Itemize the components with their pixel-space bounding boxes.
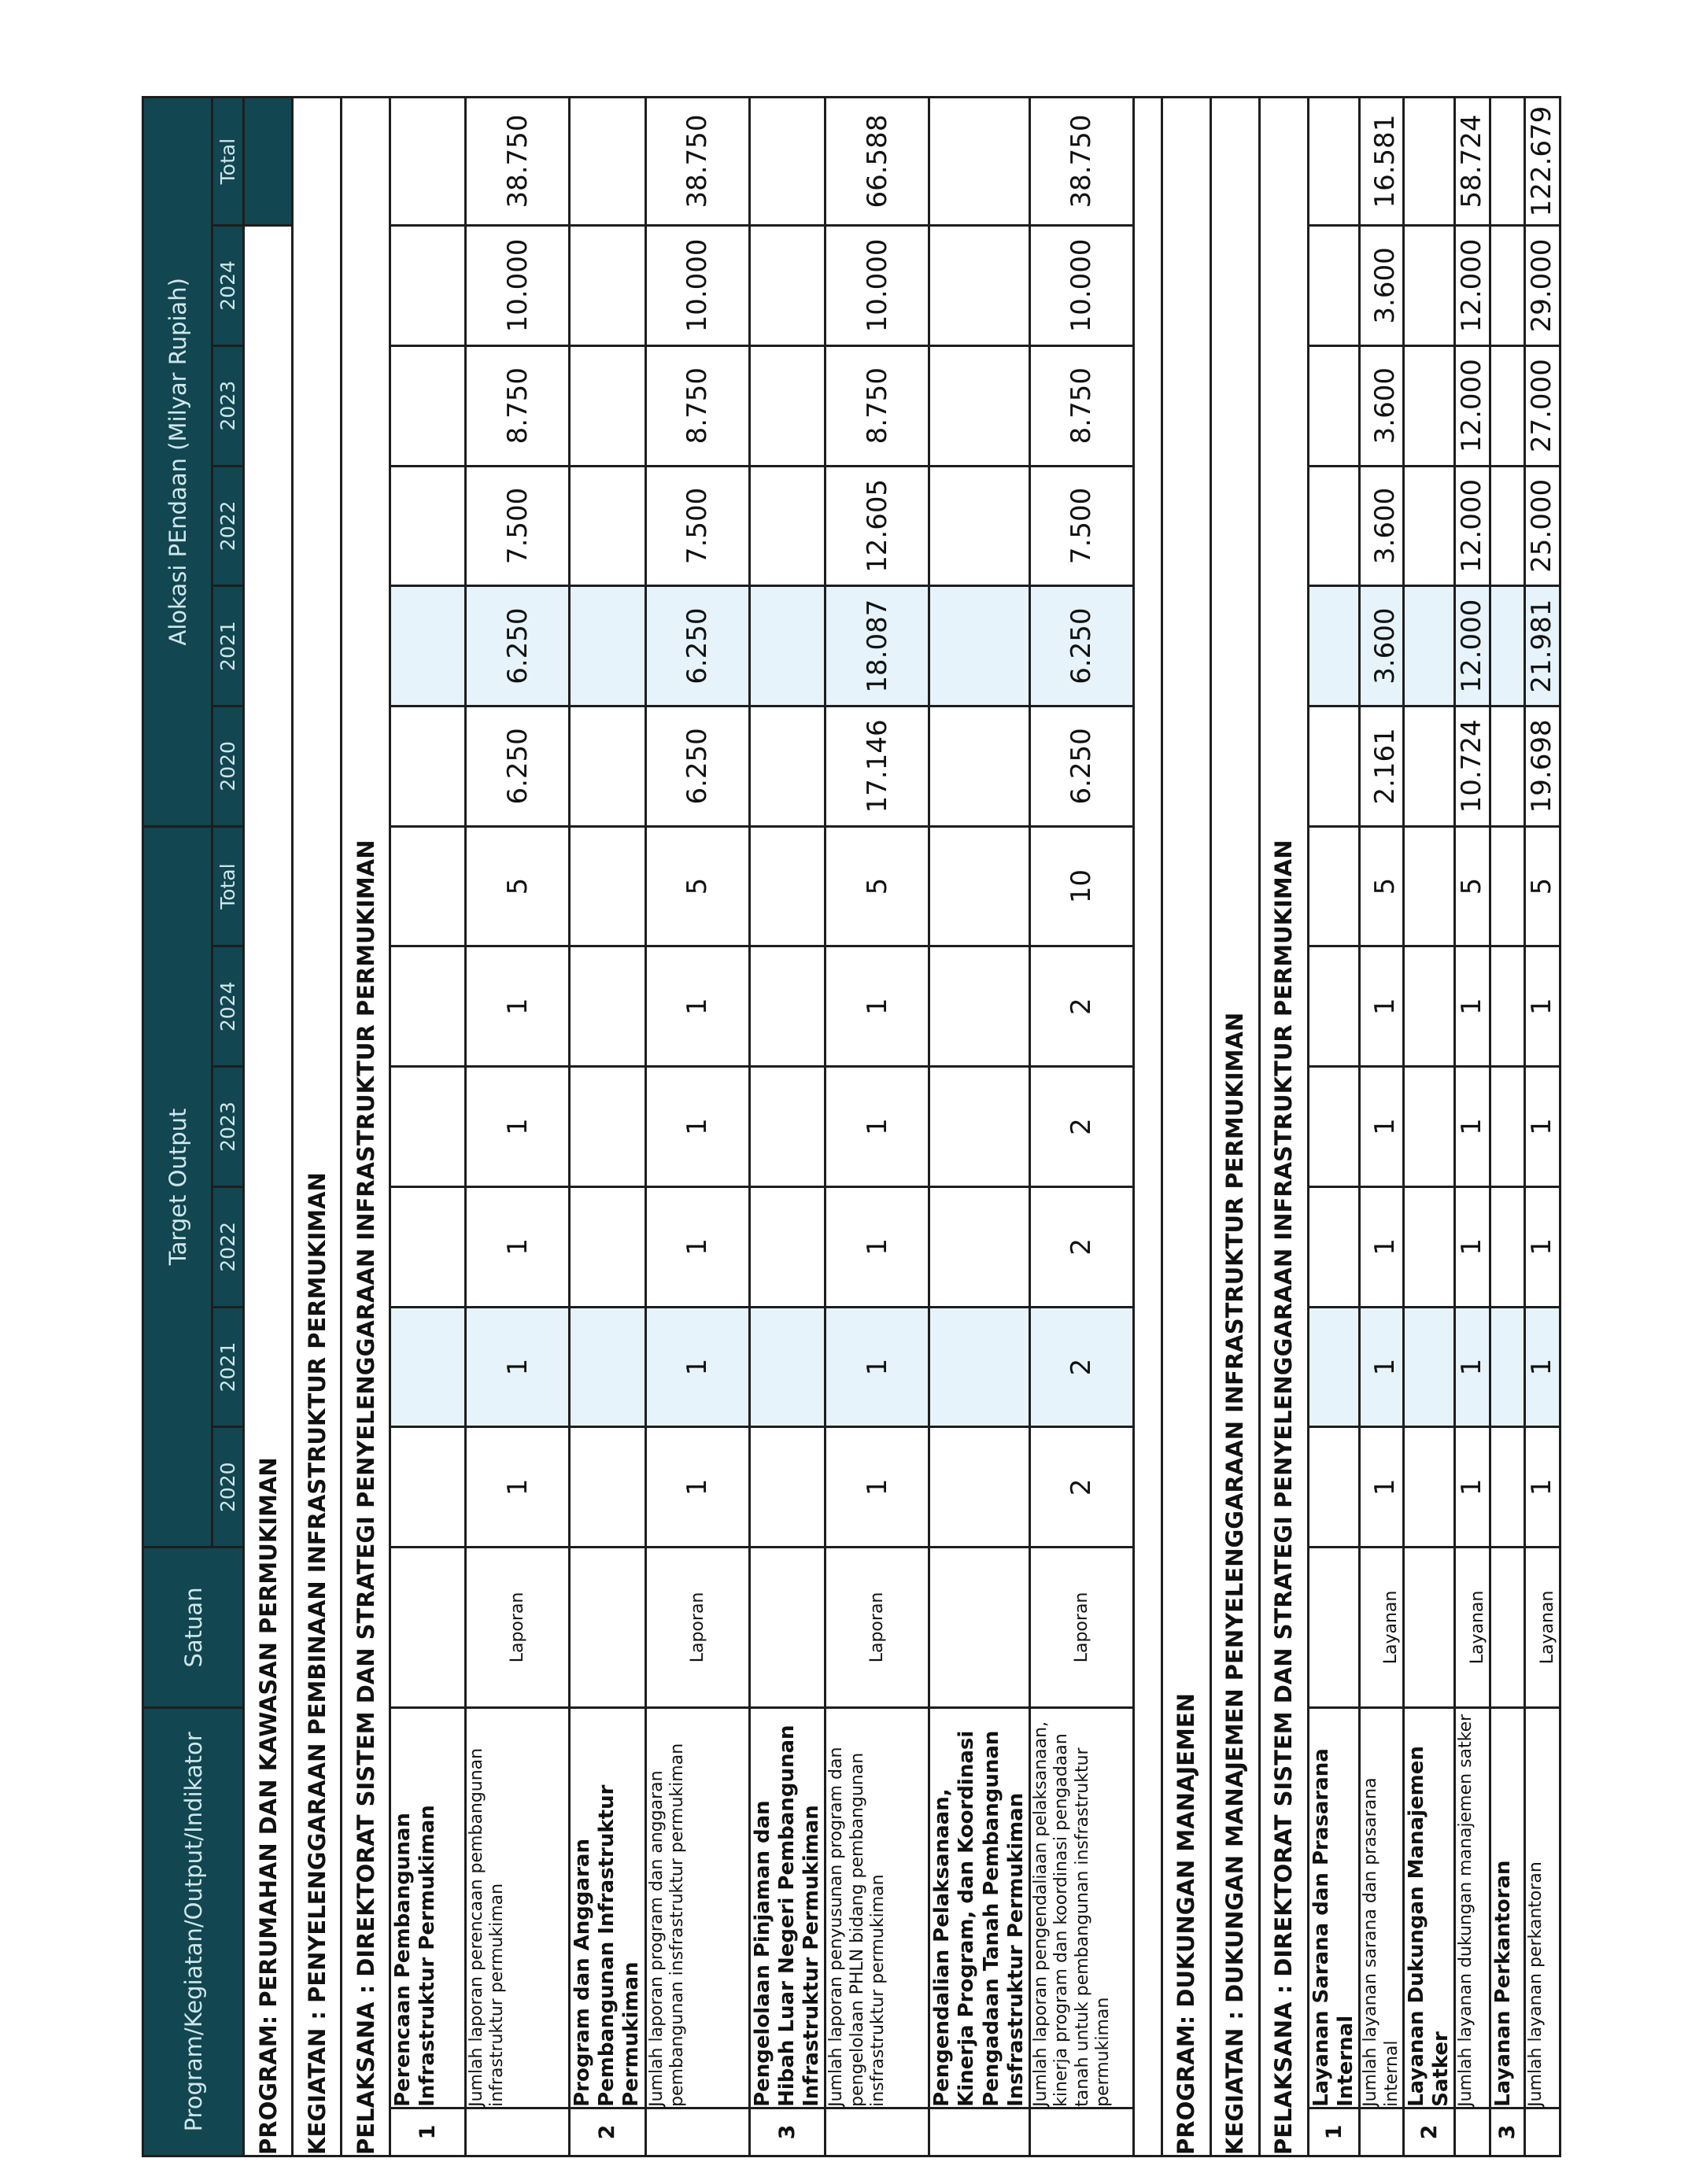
alokasi-cell: 3.600 xyxy=(1360,345,1404,466)
empty-cell xyxy=(1490,1427,1525,1548)
alokasi-cell: 6.250 xyxy=(645,586,749,706)
alokasi-cell: 25.000 xyxy=(1525,466,1560,586)
empty-cell xyxy=(1404,586,1455,706)
target-cell: 1 xyxy=(825,1067,929,1187)
empty-cell xyxy=(1029,2108,1133,2156)
indicator-line: Jumlah laporan program dan anggaran xyxy=(646,1770,667,2107)
header-year: 2021 xyxy=(212,1307,244,1427)
output-name-line: Infrastruktur Permukiman xyxy=(799,1805,823,2107)
empty-cell xyxy=(1490,98,1525,226)
empty-cell xyxy=(1404,226,1455,346)
output-name-line: Pembangunan Infrastruktur xyxy=(595,1784,619,2107)
empty-cell xyxy=(390,1067,466,1187)
indicator-line: pembangunan insfrastruktur permukiman xyxy=(667,1743,687,2107)
alokasi-cell: 38.750 xyxy=(1029,98,1133,226)
satuan-cell: Laporan xyxy=(1029,1548,1133,1708)
alokasi-cell: 8.750 xyxy=(466,345,570,466)
empty-cell xyxy=(1308,226,1359,346)
empty-cell xyxy=(1490,1067,1525,1187)
empty-cell xyxy=(1490,1307,1525,1427)
alokasi-cell: 12.605 xyxy=(825,466,929,586)
indicator-row xyxy=(1360,98,1404,2156)
empty-cell xyxy=(1308,1186,1359,1307)
empty-cell xyxy=(929,1548,1030,1708)
empty-cell xyxy=(1308,946,1359,1067)
target-cell: 1 xyxy=(1360,1427,1404,1548)
header-year: 2020 xyxy=(212,1427,244,1548)
indicator-text xyxy=(645,1707,749,2108)
alokasi-cell: 7.500 xyxy=(1029,466,1133,586)
empty-cell xyxy=(749,1186,825,1307)
indicator-line: Jumlah laporan penyusunan program dan xyxy=(826,1747,847,2107)
alokasi-cell: 7.500 xyxy=(645,466,749,586)
indicator-line: Jumlah laporan pengendaliaan pelaksanaan, xyxy=(1030,1721,1051,2107)
alokasi-cell: 8.750 xyxy=(645,345,749,466)
header-year: 2023 xyxy=(212,345,244,466)
target-cell: 1 xyxy=(1360,1067,1404,1187)
empty-cell xyxy=(1404,1067,1455,1187)
header-target-output: Target Output xyxy=(143,826,212,1547)
empty-cell xyxy=(1490,1186,1525,1307)
target-cell: 2 xyxy=(1029,1186,1133,1307)
header-total: Total xyxy=(212,98,244,226)
empty-cell xyxy=(1404,98,1455,226)
alokasi-cell: 8.750 xyxy=(1029,345,1133,466)
kegiatan-title: KEGIATAN : DUKUNGAN MANAJEMEN PENYELENGGARAAN INFRASTRUKTUR PERMUKIMAN xyxy=(1210,98,1259,2156)
empty-cell xyxy=(749,706,825,826)
output-row xyxy=(1308,98,1359,2156)
indicator-row xyxy=(645,98,749,2156)
output-name-line: Permukiman xyxy=(619,1961,644,2107)
satuan-cell: Layanan xyxy=(1360,1548,1404,1708)
output-name-line: Insfrastruktur Permukiman xyxy=(1003,1792,1028,2107)
header-alokasi: Alokasi PEndaan (Milyar Rupiah) xyxy=(143,98,212,827)
empty-cell xyxy=(1133,98,1162,2156)
header-edge xyxy=(244,98,293,226)
output-name: Layanan Perkantoran xyxy=(1490,1707,1525,2108)
alokasi-cell: 16.581 xyxy=(1360,98,1404,226)
indicator-text xyxy=(466,1707,570,2108)
output-name xyxy=(929,1707,1030,2108)
indicator-row xyxy=(1525,98,1560,2156)
empty-cell xyxy=(570,706,646,826)
indicator-line: insfrastruktur permukiman xyxy=(867,1874,888,2107)
indicator-text xyxy=(1029,1707,1133,2108)
empty-cell xyxy=(749,466,825,586)
empty-cell xyxy=(749,226,825,346)
output-name xyxy=(570,1707,646,2108)
target-cell: 5 xyxy=(1455,826,1490,946)
empty-cell xyxy=(390,586,466,706)
header-year: 2022 xyxy=(212,466,244,586)
empty-cell xyxy=(390,826,466,946)
row-number: 2 xyxy=(1404,2108,1455,2156)
empty-cell xyxy=(1404,1307,1455,1427)
empty-cell xyxy=(929,586,1030,706)
header-year: 2024 xyxy=(212,946,244,1067)
alokasi-cell: 17.146 xyxy=(825,706,929,826)
empty-cell xyxy=(570,946,646,1067)
alokasi-cell: 8.750 xyxy=(825,345,929,466)
empty-cell xyxy=(749,1307,825,1427)
empty-cell xyxy=(390,466,466,586)
empty-cell xyxy=(1308,1067,1359,1187)
empty-cell xyxy=(1308,1548,1359,1708)
empty-cell xyxy=(570,98,646,226)
alokasi-cell: 12.000 xyxy=(1455,466,1490,586)
target-cell: 1 xyxy=(1525,1186,1560,1307)
empty-cell xyxy=(1404,826,1455,946)
empty-cell xyxy=(1490,826,1525,946)
target-cell: 1 xyxy=(1455,946,1490,1067)
alokasi-cell: 18.087 xyxy=(825,586,929,706)
indicator-row xyxy=(466,98,570,2156)
empty-cell xyxy=(825,2108,929,2156)
alokasi-cell: 6.250 xyxy=(466,706,570,826)
empty-cell xyxy=(1308,466,1359,586)
alokasi-cell: 12.000 xyxy=(1455,345,1490,466)
target-cell: 1 xyxy=(466,1307,570,1427)
empty-cell xyxy=(570,826,646,946)
alokasi-cell: 21.981 xyxy=(1525,586,1560,706)
empty-cell xyxy=(570,466,646,586)
satuan-cell: Layanan xyxy=(1525,1548,1560,1708)
empty-cell xyxy=(1404,466,1455,586)
row-number: 3 xyxy=(1490,2108,1525,2156)
empty-cell xyxy=(1308,1307,1359,1427)
target-cell: 5 xyxy=(1525,826,1560,946)
program-title: PROGRAM: PERUMAHAN DAN KAWASAN PERMUKIMAN xyxy=(244,226,293,2156)
row-number: 1 xyxy=(390,2108,466,2156)
empty-cell xyxy=(1404,345,1455,466)
row-number xyxy=(929,2108,1030,2156)
indicator-row xyxy=(1029,98,1133,2156)
output-row xyxy=(390,98,466,2156)
target-cell: 1 xyxy=(1455,1067,1490,1187)
empty-cell xyxy=(1308,1427,1359,1548)
indicator-text: Jumlah layanan perkantoran xyxy=(1525,1707,1560,2108)
target-cell: 5 xyxy=(645,826,749,946)
empty-cell xyxy=(749,98,825,226)
satuan-cell: Laporan xyxy=(645,1548,749,1708)
empty-cell xyxy=(1525,2108,1560,2156)
header-year: 2022 xyxy=(212,1186,244,1307)
target-cell: 1 xyxy=(466,1186,570,1307)
empty-cell xyxy=(570,1307,646,1427)
empty-cell xyxy=(390,706,466,826)
output-name: Layanan Dukungan Manajemen Satker xyxy=(1404,1707,1455,2108)
pelaksana-title: PELAKSANA : DIREKTORAT SISTEM DAN STRATEGI PENYELENGGARAAN INFRASTRUKTUR PERMUKIMAN xyxy=(1259,98,1308,2156)
empty-cell xyxy=(1455,2108,1490,2156)
empty-cell xyxy=(570,226,646,346)
target-cell: 2 xyxy=(1029,1427,1133,1548)
indicator-line: kinerja program dan koordinasi pengadaan xyxy=(1051,1733,1072,2107)
target-cell: 1 xyxy=(825,1307,929,1427)
alokasi-cell: 58.724 xyxy=(1455,98,1490,226)
alokasi-cell: 10.724 xyxy=(1455,706,1490,826)
section-row xyxy=(1210,98,1259,2156)
alokasi-cell: 29.000 xyxy=(1525,226,1560,346)
target-cell: 2 xyxy=(1029,1307,1133,1427)
output-name-line: Infrastruktur Permukiman xyxy=(416,1805,440,2107)
empty-cell xyxy=(390,98,466,226)
output-name-line: Pengendalian Pelaksanaan, xyxy=(930,1788,955,2107)
program-title: PROGRAM: DUKUNGAN MANAJEMEN xyxy=(1162,98,1210,2156)
empty-cell xyxy=(645,2108,749,2156)
indicator-text: Jumlah layanan sarana dan prasarana internal xyxy=(1360,1707,1404,2108)
output-row xyxy=(1490,98,1525,2156)
indicator-line: permukiman xyxy=(1093,1997,1114,2107)
empty-cell xyxy=(749,946,825,1067)
indicator-row xyxy=(825,98,929,2156)
alokasi-cell: 12.000 xyxy=(1455,226,1490,346)
alokasi-cell: 10.000 xyxy=(466,226,570,346)
empty-cell xyxy=(749,1548,825,1708)
empty-cell xyxy=(1490,466,1525,586)
alokasi-cell: 10.000 xyxy=(645,226,749,346)
target-cell: 5 xyxy=(466,826,570,946)
output-row xyxy=(749,98,825,2156)
output-name xyxy=(390,1707,466,2108)
target-cell: 1 xyxy=(645,1186,749,1307)
section-row xyxy=(1162,98,1210,2156)
row-number: 3 xyxy=(749,2108,825,2156)
alokasi-cell: 3.600 xyxy=(1360,466,1404,586)
row-number: 1 xyxy=(1308,2108,1359,2156)
alokasi-cell: 7.500 xyxy=(466,466,570,586)
target-cell: 5 xyxy=(1360,826,1404,946)
empty-cell xyxy=(390,1186,466,1307)
target-cell: 1 xyxy=(645,946,749,1067)
header-year: 2024 xyxy=(212,226,244,346)
satuan-cell: Laporan xyxy=(825,1548,929,1708)
empty-cell xyxy=(570,1186,646,1307)
target-cell: 1 xyxy=(466,1067,570,1187)
empty-cell xyxy=(390,1548,466,1708)
alokasi-cell: 2.161 xyxy=(1360,706,1404,826)
alokasi-cell: 6.250 xyxy=(1029,706,1133,826)
pelaksana-title: PELAKSANA : DIREKTORAT SISTEM DAN STRATEGI PENYELENGGARAAN INFRASTRUKTUR PERMUKIMAN xyxy=(342,98,390,2156)
alokasi-cell: 12.000 xyxy=(1455,586,1490,706)
target-cell: 1 xyxy=(825,1186,929,1307)
empty-cell xyxy=(929,98,1030,226)
empty-cell xyxy=(1308,586,1359,706)
output-name: Layanan Sarana dan Prasarana Internal xyxy=(1308,1707,1359,2108)
empty-cell xyxy=(1490,706,1525,826)
target-cell: 1 xyxy=(1455,1307,1490,1427)
target-cell: 1 xyxy=(1525,1307,1560,1427)
section-row xyxy=(293,98,342,2156)
section-row xyxy=(1259,98,1308,2156)
alokasi-cell: 6.250 xyxy=(645,706,749,826)
table-body xyxy=(244,98,1560,2156)
satuan-cell: Layanan xyxy=(1455,1548,1490,1708)
output-name xyxy=(749,1707,825,2108)
empty-cell xyxy=(466,2108,570,2156)
target-cell: 1 xyxy=(1525,1427,1560,1548)
target-cell: 1 xyxy=(1360,946,1404,1067)
output-name-line: Kinerja Program, dan Koordinasi xyxy=(955,1730,979,2107)
empty-cell xyxy=(929,826,1030,946)
target-cell: 1 xyxy=(645,1067,749,1187)
output-row xyxy=(929,98,1030,2156)
target-cell: 2 xyxy=(1029,1067,1133,1187)
alokasi-cell: 10.000 xyxy=(1029,226,1133,346)
output-name-line: Program dan Anggaran xyxy=(571,1839,594,2107)
output-name-line: Hibah Luar Negeri Pembangunan xyxy=(774,1725,799,2107)
empty-cell xyxy=(390,946,466,1067)
header-program: Program/Kegiatan/Output/Indikator xyxy=(143,1707,244,2156)
empty-cell xyxy=(570,1548,646,1708)
empty-cell xyxy=(1308,345,1359,466)
alokasi-cell: 27.000 xyxy=(1525,345,1560,466)
target-cell: 1 xyxy=(825,1427,929,1548)
empty-cell xyxy=(749,1067,825,1187)
empty-cell xyxy=(1490,1548,1525,1708)
empty-cell xyxy=(1490,586,1525,706)
alokasi-cell: 38.750 xyxy=(645,98,749,226)
header-year: 2023 xyxy=(212,1067,244,1187)
alokasi-cell: 19.698 xyxy=(1525,706,1560,826)
alokasi-cell: 6.250 xyxy=(1029,586,1133,706)
empty-cell xyxy=(749,345,825,466)
target-cell: 1 xyxy=(1455,1427,1490,1548)
alokasi-cell: 38.750 xyxy=(466,98,570,226)
output-name-line: Pengelolaan Pinjaman dan xyxy=(750,1800,774,2107)
empty-cell xyxy=(1490,946,1525,1067)
target-cell: 1 xyxy=(466,946,570,1067)
rotated-page xyxy=(0,5,1699,2184)
target-cell: 1 xyxy=(1360,1307,1404,1427)
satuan-cell: Laporan xyxy=(466,1548,570,1708)
empty-cell xyxy=(929,1307,1030,1427)
empty-cell xyxy=(570,586,646,706)
empty-cell xyxy=(749,1427,825,1548)
empty-cell xyxy=(1404,1186,1455,1307)
empty-cell xyxy=(390,1307,466,1427)
target-cell: 1 xyxy=(825,946,929,1067)
indicator-line: pengelolaan PHLN bidang pembangunan xyxy=(847,1752,867,2107)
indicator-line: infrastruktur permukiman xyxy=(487,1883,508,2107)
empty-cell xyxy=(1404,946,1455,1067)
empty-cell xyxy=(1360,2108,1404,2156)
empty-cell xyxy=(1308,706,1359,826)
empty-cell xyxy=(929,466,1030,586)
empty-cell xyxy=(390,226,466,346)
section-row xyxy=(244,98,293,2156)
empty-cell xyxy=(929,1067,1030,1187)
empty-cell xyxy=(390,1427,466,1548)
empty-cell xyxy=(570,1427,646,1548)
alokasi-cell: 66.588 xyxy=(825,98,929,226)
empty-cell xyxy=(1404,706,1455,826)
empty-cell xyxy=(929,1427,1030,1548)
target-cell: 1 xyxy=(1455,1186,1490,1307)
target-cell: 5 xyxy=(825,826,929,946)
header-satuan: Satuan xyxy=(143,1548,244,1708)
indicator-row xyxy=(1455,98,1490,2156)
header-year: 2021 xyxy=(212,586,244,706)
output-name-line: Pengadaan Tanah Pembangunan xyxy=(979,1730,1003,2107)
alokasi-cell: 6.250 xyxy=(466,586,570,706)
indicator-text: Jumlah layanan dukungan manajemen satker xyxy=(1455,1707,1490,2108)
empty-cell xyxy=(1404,1427,1455,1548)
alokasi-cell: 3.600 xyxy=(1360,226,1404,346)
output-name-line: Perencaan Pembangunan xyxy=(391,1813,415,2107)
alokasi-cell: 3.600 xyxy=(1360,586,1404,706)
empty-cell xyxy=(929,706,1030,826)
alokasi-cell: 122.679 xyxy=(1525,98,1560,226)
target-cell: 2 xyxy=(1029,946,1133,1067)
indicator-line: Jumlah laporan perencaan pembangunan xyxy=(467,1747,486,2107)
empty-cell xyxy=(929,1186,1030,1307)
budget-table xyxy=(142,96,1561,2157)
empty-cell xyxy=(749,826,825,946)
target-cell: 1 xyxy=(1360,1186,1404,1307)
empty-cell xyxy=(570,1067,646,1187)
empty-cell xyxy=(570,345,646,466)
empty-cell xyxy=(929,345,1030,466)
section-row xyxy=(342,98,390,2156)
target-cell: 1 xyxy=(1525,1067,1560,1187)
empty-cell xyxy=(929,226,1030,346)
target-cell: 10 xyxy=(1029,826,1133,946)
spacer-row xyxy=(1133,98,1162,2156)
indicator-line: tanah untuk pembangunan insfrastruktur xyxy=(1072,1747,1092,2107)
empty-cell xyxy=(1490,226,1525,346)
empty-cell xyxy=(390,345,466,466)
header-total: Total xyxy=(212,826,244,946)
target-cell: 1 xyxy=(466,1427,570,1548)
empty-cell xyxy=(1404,1548,1455,1708)
target-cell: 1 xyxy=(645,1427,749,1548)
alokasi-cell: 10.000 xyxy=(825,226,929,346)
header-year: 2020 xyxy=(212,706,244,826)
empty-cell xyxy=(1308,826,1359,946)
empty-cell xyxy=(1490,345,1525,466)
kegiatan-title: KEGIATAN : PENYELENGGARAAN PEMBINAAN INFRASTRUKTUR PERMUKIMAN xyxy=(293,98,342,2156)
output-row xyxy=(570,98,646,2156)
output-row xyxy=(1404,98,1455,2156)
empty-cell xyxy=(929,946,1030,1067)
row-number: 2 xyxy=(570,2108,646,2156)
empty-cell xyxy=(749,586,825,706)
empty-cell xyxy=(1308,98,1359,226)
target-cell: 1 xyxy=(1525,946,1560,1067)
indicator-text xyxy=(825,1707,929,2108)
target-cell: 1 xyxy=(645,1307,749,1427)
